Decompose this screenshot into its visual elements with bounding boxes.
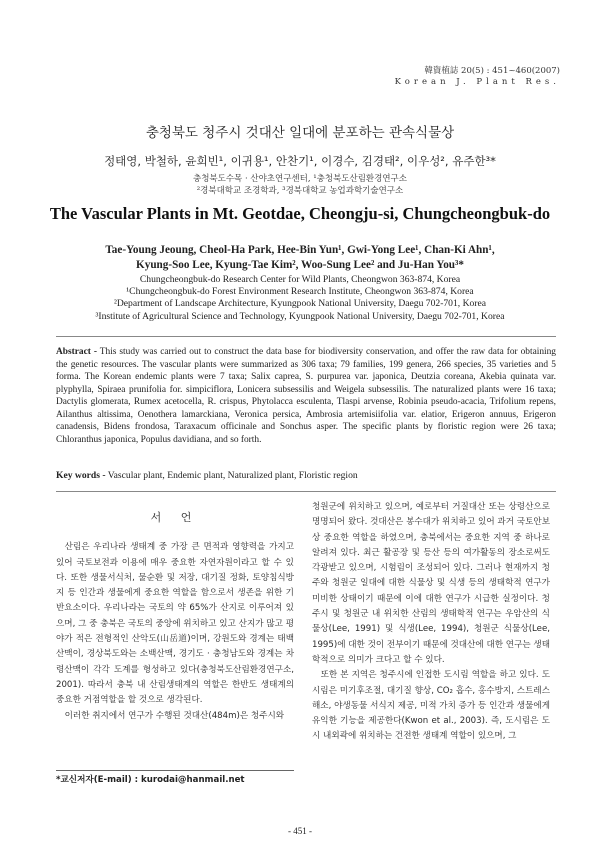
korean-affiliation-line: 충청북도수목 · 산야초연구센터, ¹충청북도산림환경연구소 bbox=[193, 174, 407, 184]
corresponding-author-footnote: *교신저자(E-mail) : kurodai@hanmail.net bbox=[56, 775, 245, 785]
journal-citation: 韓資植誌 20(5) : 451~460(2007) bbox=[424, 66, 560, 76]
english-affiliation-line: ²Department of Landscape Architecture, Kyungpook National University, Daegu 702-701, Korea bbox=[113, 298, 487, 310]
body-paragraph: 산림은 우리나라 생태계 중 가장 큰 면적과 영향력을 가지고 있어 국토보전과 이용에 매우 중요한 자연자원이라고 할 수 있다. 또한 생물서식처, 물순환 및 저장, 대기질 정화, 토양침식방지 등 인간과 생물에게 중요한 역할을 함으로서 생존을 위한 기반요소이다. 우리나라는 국토의 약 65%가 산지로 이루어져 있으며, 그 중 충북은 국토의 중앙에 위치하고 있고 산지가 많고 평야가 적은 전형적인 산악도(山岳道)이며, 강원도와 경계는 태백산맥이, 경상북도와는 소백산맥, 경기도 · 충청남도와 경계는 차령산맥이 각각 도계를 형성하고 있다(충청북도산림환경연구소, 2001). 따라서 충북 내 산림생태계의 역할은 한반도 생태계의 중요한 거점역할을 할 것으로 생각된다. bbox=[56, 542, 294, 706]
english-affiliations bbox=[0, 274, 600, 323]
footnote-rule bbox=[56, 770, 294, 771]
abstract-top-rule bbox=[56, 336, 556, 337]
section-title-introduction: 서 언 bbox=[150, 511, 200, 524]
korean-affiliation-line: ²경북대학교 조경학과, ³경북대학교 농업과학기술연구소 bbox=[196, 186, 404, 196]
abstract-label: Abstract - bbox=[56, 347, 97, 357]
page-number: - 451 - bbox=[288, 826, 312, 836]
keywords-label: Key words - bbox=[56, 470, 106, 481]
korean-authors: 정태영, 박철하, 윤희빈¹, 이귀용¹, 안찬기¹, 이경수, 김경태², 이우성², 유주한³* bbox=[104, 154, 496, 168]
english-authors bbox=[0, 243, 600, 272]
korean-title: 충청북도 청주시 것대산 일대에 분포하는 관속식물상 bbox=[145, 125, 455, 141]
english-affiliation-line: Chungcheongbuk-do Research Center for Wild Plants, Cheongwon 363-874, Korea bbox=[139, 274, 461, 285]
journal-header bbox=[395, 66, 560, 88]
korean-affiliations bbox=[0, 173, 600, 197]
english-title: The Vascular Plants in Mt. Geotdae, Cheongju-si, Chungcheongbuk-do bbox=[49, 204, 551, 223]
left-column bbox=[56, 508, 294, 724]
right-column bbox=[312, 500, 550, 745]
english-affiliation-line: ³Institute of Agricultural Science and Technology, Kyungpook National University, Daegu 702-701, Korea bbox=[95, 310, 505, 322]
body-paragraph: 청원군에 위치하고 있으며, 예로부터 거질대산 또는 상령산으로 명명되어 왔다. 것대산은 봉수대가 위치하고 있어 과거 국토안보상 중요한 역할을 하였으며, 충북에서는 중요한 지역 중 하나로 알려져 있다. 최근 활공장 및 등산 등의 여가활동의 장소로써도 각광받고 있으며, 시험림이 조성되어 있다. 그러나 현재까지 청주와 청원군 일대에 대한 식물상 및 식생 등의 생태학적 연구가 미비한 상태이기 때문에 이에 대한 연구가 시급한 실정이다. 청주시 및 청원군 내 위치한 산림의 생태학적 연구는 우암산의 식물상(Lee, 1991) 및 식생(Lee, 1994), 청원군 식물상(Lee, 1995)에 대한 것이 전부이기 때문에 것대산에 대한 연구는 생태학적으로 의미가 크다고 할 수 있다. bbox=[312, 502, 551, 665]
body-paragraph: 이러한 취지에서 연구가 수행된 것대산(484m)은 청주시와 bbox=[64, 710, 285, 721]
abstract-bottom-rule bbox=[56, 491, 556, 492]
keywords-text: Vascular plant, Endemic plant, Naturalized plant, Floristic region bbox=[107, 470, 358, 481]
body-paragraph: 또한 본 지역은 청주시에 인접한 도시림 역할을 하고 있다. 도시림은 미기후조절, 대기질 향상, CO₂ 흡수, 홍수방지, 스트레스 해소, 야생동물 서식지 제공, 미적 가치 증가 등 인간과 생물에게 유익한 기능을 제공한다(Kwon et al., 2003). 즉, 도시림은 도시 내외곽에 위치하는 건전한 생태계 역할이 있으며, 그 bbox=[312, 670, 550, 742]
keywords bbox=[56, 470, 556, 481]
english-affiliation-line: ¹Chungcheongbuk-do Forest Environment Research Institute, Cheongwon 363-874, Korea bbox=[126, 286, 474, 298]
english-authors-line: Tae-Young Jeoung, Cheol-Ha Park, Hee-Bin Yun¹, Gwi-Yong Lee¹, Chan-Ki Ahn¹, bbox=[105, 244, 495, 256]
english-authors-line: Kyung-Soo Lee, Kyung-Tae Kim², Woo-Sung Lee² and Ju-Han You³* bbox=[136, 258, 464, 271]
journal-name: Korean J. Plant Res. bbox=[394, 77, 560, 87]
abstract-text: This study was carried out to construct the data base for biodiversity conservation, and offer the raw data for obtaining the genetic resources. The vascular plants were summarized as 306 taxa; 79 families, 199 genera, 266 species, 35 varieties and 5 forma. The Korean endemic plants were 7 taxa; Salix caprea, S. purpurea var. japonica, Deutzia coreana, Akebia quinata var. plyphylla, Spiraea prunifolia for. simpiciflora, Lonicera subsessilis and Weigela subsessilis. The naturalized plants were 16 taxa; Dactylis glomerata, Rumex acetocella, R. crispus, Phytolacca esculenta, Tlaspi arvense, Robinia pseudo-acacia, Trifolium repens, Ailanthus altissima, Oenothera lamarckiana, Veronica persica, Ambrosia artemisiifolia var. elatior, Erigeron annuus, Erigeron canadensis, Bidens frondosa, Taraxacum officinale and Sonchus asper. The specific plants by floristic region were 26 taxa; Chloranthus japonica, Populus davidiana, and so forth. bbox=[56, 347, 556, 445]
abstract bbox=[56, 346, 556, 446]
